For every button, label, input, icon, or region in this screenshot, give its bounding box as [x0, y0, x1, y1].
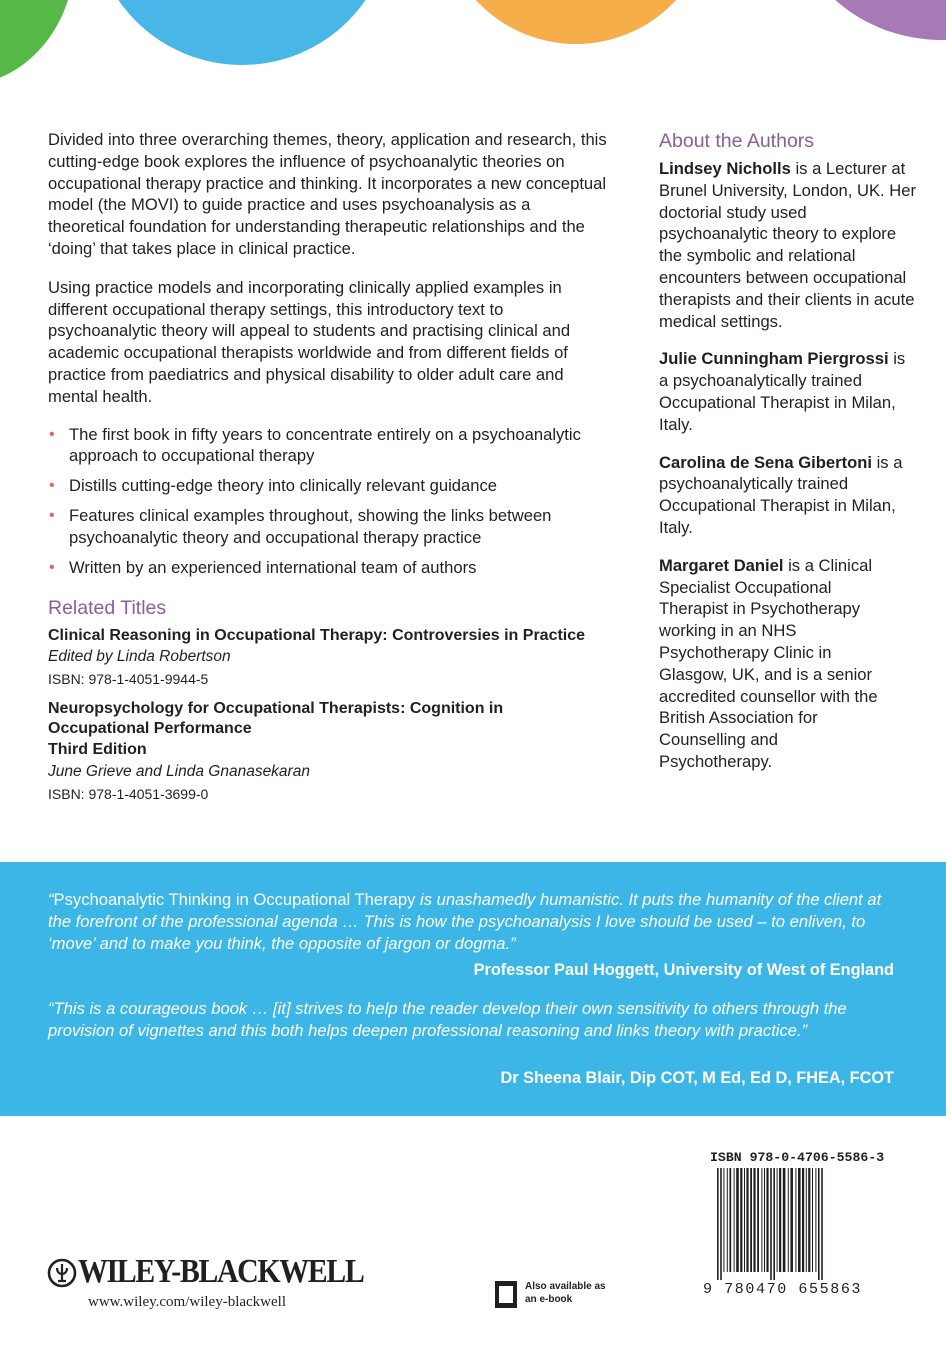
endorsement-attribution: Professor Paul Hoggett, University of West of England — [473, 961, 894, 979]
barcode-bar — [717, 1168, 719, 1280]
barcode-bar — [788, 1168, 789, 1272]
author-name: Margaret Daniel — [659, 555, 784, 575]
about-authors-column — [659, 130, 919, 789]
barcode-bar — [806, 1168, 807, 1272]
barcode-bar — [727, 1168, 728, 1272]
related-book — [48, 626, 610, 690]
barcode-bar — [766, 1168, 768, 1272]
related-book-title: Clinical Reasoning in Occupational Therapy: Controversies in Practice — [48, 627, 586, 645]
barcode-bar — [795, 1168, 796, 1272]
endorsement-quote: “Psychoanalytic Thinking in Occupational Therapy is unashamedly humanistic. It puts the humanity of the client at the forefront of the professional agenda … This is how the psychoanalysis I love should be used – to enliven, to ‘move’ and to make you think, the opposite of jargon or dogma.” — [48, 890, 882, 954]
feature-item: • Distills cutting-edge theory into clinically relevant guidance — [49, 476, 497, 496]
barcode-bar — [808, 1168, 810, 1272]
barcode-bar — [815, 1168, 816, 1272]
barcode-bar — [812, 1168, 813, 1272]
barcode-bar — [779, 1168, 781, 1272]
ebook-icon — [495, 1281, 517, 1308]
related-book-isbn: ISBN: 978-1-4051-3699-0 — [48, 786, 209, 803]
bullet-icon: • — [49, 425, 55, 443]
author-bio: Julie Cunningham Piergrossi is a psychoanalytically trained Occupational Therapist in Milan, Italy. — [659, 349, 906, 434]
barcode-bar — [764, 1168, 765, 1272]
bullet-icon: • — [49, 506, 55, 524]
endorsement-attribution: Dr Sheena Blair, Dip COT, M Ed, Ed D, FHEA, FCOT — [500, 1069, 894, 1087]
barcode — [703, 1168, 883, 1280]
wiley-seal-icon — [47, 1258, 77, 1288]
barcode-bar — [790, 1168, 793, 1272]
barcode-bar — [821, 1168, 823, 1280]
barcode-bar — [736, 1168, 739, 1272]
decorative-green-circle — [0, 0, 75, 85]
about-authors-heading: About the Authors — [659, 130, 815, 152]
barcode-bar — [757, 1168, 759, 1272]
barcode-bar — [744, 1168, 745, 1272]
feature-item: • The first book in fifty years to concentrate entirely on a psychoanalytic approach to occupational therapy — [49, 424, 581, 466]
barcode-bar — [729, 1168, 731, 1272]
barcode-bar — [740, 1168, 742, 1272]
endorsement-quote: “This is a courageous book … [it] strives to help the reader develop their own sensitivity to others through the provision of vignettes and this both helps deepen professional reasoning and links theory with practice.” — [48, 999, 847, 1041]
barcode-bar — [777, 1168, 778, 1272]
barcode-digits: 9 780470 655863 — [703, 1281, 863, 1298]
barcode-bar — [770, 1168, 772, 1280]
description-paragraph: Using practice models and incorporating clinically applied examples in different occupational therapy settings, this introductory text to psychoanalytic theory will appeal to students and practising clinical and academic occupational therapists worldwide and from different fields of practice from paediatrics and physical disability to older adult care and mental health. — [48, 277, 571, 406]
decorative-purple-circle — [792, 0, 946, 40]
barcode-isbn: ISBN 978-0-4706-5586-3 — [710, 1150, 885, 1165]
barcode-bar — [773, 1168, 775, 1280]
barcode-bar — [734, 1168, 735, 1272]
decorative-orange-circle — [440, 0, 712, 44]
feature-item: • Features clinical examples throughout, showing the links between psychoanalytic theory and occupational therapy practice — [49, 505, 552, 547]
publisher-name: WILEY-BLACKWELL — [78, 1253, 364, 1290]
author-name: Carolina de Sena Gibertoni — [659, 452, 872, 472]
barcode-bar — [720, 1168, 722, 1280]
barcode-bar — [798, 1168, 801, 1272]
publisher-url[interactable]: www.wiley.com/wiley-blackwell — [88, 1294, 286, 1310]
barcode-bar — [753, 1168, 755, 1272]
barcode-bar — [746, 1168, 748, 1272]
bullet-icon: • — [49, 477, 55, 495]
related-book — [48, 699, 610, 805]
barcode-bar — [761, 1168, 762, 1272]
related-titles-heading: Related Titles — [48, 597, 167, 620]
author-bio: Margaret Daniel is a Clinical Specialist Occupational Therapist in Psychotherapy working in an NHS Psychotherapy Clinic in Glasgow, UK, and is a senior accredited counsellor with the British Association for Counselling and Psychotherapy. — [659, 555, 878, 771]
related-book-editors: Edited by Linda Robertson — [48, 648, 231, 666]
barcode-bar — [783, 1168, 786, 1272]
barcode-bar — [723, 1168, 724, 1272]
barcode-bar — [802, 1168, 804, 1272]
description-paragraph: Divided into three overarching themes, theory, application and research, this cutting-edge book explores the influence of psychoanalytic theories on occupational therapy practice and thinking. It incorporates a new conceptual model (the MOVI) to guide practice and uses psychoanalysis as a theoretical foundation for understanding therapeutic relationships and the ‘doing’ that takes place in clinical practice. — [48, 130, 607, 258]
book-description-column — [48, 129, 610, 814]
author-bio: Carolina de Sena Gibertoni is a psychoanalytically trained Occupational Therapist in Milan, Italy. — [659, 452, 903, 537]
author-bio: Lindsey Nicholls is a Lecturer at Brunel University, London, UK. Her doctorial study used psychoanalytic theory to explore the symbolic and relational encounters between occupational therapists and their clients in acute medical settings. — [659, 159, 917, 331]
decorative-blue-circle — [92, 0, 392, 65]
bullet-icon: • — [49, 558, 55, 576]
author-name: Julie Cunningham Piergrossi — [659, 349, 889, 369]
barcode-bar — [818, 1168, 820, 1280]
quoted-book-title: Psychoanalytic Thinking in Occupational Therapy — [53, 890, 416, 909]
ebook-note: Also available as an e-book — [525, 1281, 606, 1305]
related-book-editors: June Grieve and Linda Gnanasekaran — [48, 763, 310, 781]
related-book-edition: Third Edition — [48, 741, 147, 759]
endorsements-band — [0, 862, 946, 1116]
related-book-isbn: ISBN: 978-1-4051-9944-5 — [48, 671, 209, 688]
feature-list — [48, 424, 610, 579]
author-name: Lindsey Nicholls — [659, 159, 791, 178]
feature-item: • Written by an experienced international team of authors — [49, 557, 477, 577]
related-book-title: Neuropsychology for Occupational Therapists: Cognition in Occupational Performance — [48, 700, 504, 738]
barcode-bar — [750, 1168, 752, 1272]
